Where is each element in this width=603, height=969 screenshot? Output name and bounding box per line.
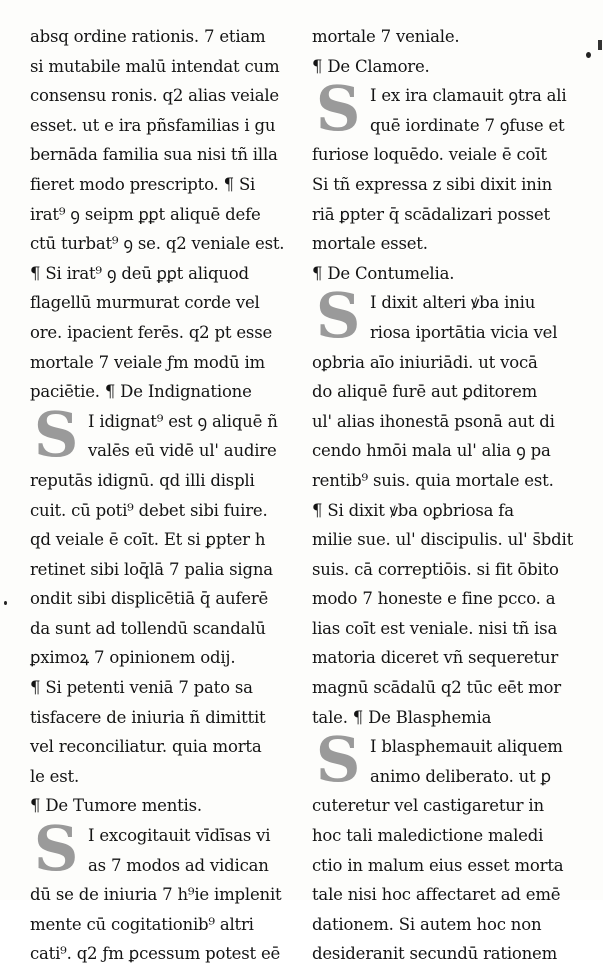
text-line [30,880,302,910]
line-text: ctū turbat⁹ ꝯ se. q2 veniale est. [30,234,285,254]
line-text: Si tñ expressa z sibi dixit inin [312,174,553,194]
line-text: furiose loquēdo. veiale ē coīt [312,145,547,165]
text-line [30,259,302,289]
line-text: oꝑbria aīo iniuriādi. ut vocā [312,352,538,372]
line-text: I blasphemauit aliquem [370,737,563,757]
line-text: desideranit secundū rationem [312,944,558,964]
line-text: riā ꝑpter q̄ scādalizari posset [312,204,550,224]
text-line [30,703,302,733]
line-text: ¶ De Contumelia. [312,263,455,283]
text-line [312,643,584,673]
text-line [30,555,302,585]
text-line [312,851,584,881]
line-text: qd veiale ē coīt. Et si ꝑpter h [30,530,266,550]
text-line [30,52,302,82]
line-text: retinet sibi loq̄lā 7 palia signa [30,559,273,579]
decorated-initial: S [315,72,361,146]
line-text: le est. [30,766,79,786]
line-text: ul' alias ihonestā psonā aut di [312,411,555,431]
text-line [30,910,302,940]
line-text: valēs eū vidē ul' audire [88,441,277,461]
text-line [30,200,302,230]
line-text: hoc tali maledictione maledi [312,826,544,846]
text-line [312,525,584,555]
line-text: ꝑximoꝝ 7 opinionem odij. [30,648,236,668]
decorated-initial: S [315,279,361,353]
text-line [312,436,584,466]
line-text: as 7 modos ad vidican [88,855,269,875]
line-text: ¶ Si dixit ꝟba oꝑbriosa fa [312,500,514,520]
line-text: lias coīt est veniale. nisi tñ isa [312,618,558,638]
text-line [30,584,302,614]
ink-speck [586,52,591,58]
line-text: I idignat⁹ est ꝯ aliquē ñ [88,411,278,431]
line-text: ¶ De Clamore. [312,56,430,76]
line-text: ¶ De Tumore mentis. [30,796,202,816]
page-edge-mark [598,40,602,50]
text-line [312,910,584,940]
text-line [312,673,584,703]
text-line [312,939,584,969]
text-line [30,614,302,644]
line-text: cuteretur vel castigaretur in [312,796,544,816]
text-line [30,288,302,318]
line-text: suis. cā correptiōis. si fit ōbito [312,559,559,579]
line-text: quē iordinate 7 ꝯfuse et [370,115,565,135]
line-text: milie sue. ul' discipulis. ul' s̄bdit [312,530,574,550]
line-text: dū se de iniuria 7 h⁹ie implenit [30,885,282,905]
line-text: tisfacere de iniuria ñ dimittit [30,707,266,727]
line-text: ¶ Si petenti veniā 7 pato sa [30,678,253,698]
line-text: tale nisi hoc affectaret ad emē [312,885,561,905]
text-line [30,762,302,792]
text-line [312,496,584,526]
text-line [30,111,302,141]
line-text: mortale 7 veniale. [312,27,460,46]
line-text: esset. ut e ira pñsfamilias i gu [30,115,276,135]
text-line [312,377,584,407]
text-line [30,81,302,111]
line-text: cati⁹. q2 ƒm ꝑcessum potest eē [30,944,281,964]
text-line [312,614,584,644]
text-line [312,407,584,437]
line-text: animo deliberato. ut ꝑ [370,766,551,786]
ink-speck [4,601,7,605]
decorated-initial: S [315,723,361,797]
line-text: bernāda familia sua nisi tñ illa [30,145,278,165]
line-text: ¶ Si irat⁹ ꝯ deū ꝑꝑt aliquod [30,263,249,283]
text-line [312,821,584,851]
text-line [30,791,302,821]
line-text: flagellū murmurat corde vel [30,293,260,313]
text-line [30,170,302,200]
text-line [312,22,584,52]
text-line [312,52,584,82]
text-line [30,140,302,170]
text-line [312,880,584,910]
text-line [30,229,302,259]
right-text-column [312,22,584,969]
text-line [30,673,302,703]
line-text: vel reconciliatur. quia morta [30,737,262,757]
line-text: mente cū cogitationib⁹ altri [30,914,254,934]
line-text: magnū scādalū q2 tūc eēt mor [312,678,561,698]
text-line [312,259,584,289]
text-line [312,229,584,259]
text-line [30,643,302,673]
line-text: ondit sibi displicētiā q̄ auferē [30,589,269,609]
line-text: dationem. Si autem hoc non [312,914,542,934]
text-line [312,348,584,378]
text-line [312,791,584,821]
line-text: modo 7 honeste e fine pcco. a [312,589,556,609]
decorated-initial: S [33,812,79,886]
line-text: reputās idignū. qd illi displi [30,470,255,490]
decorated-initial: S [33,397,79,471]
text-line [30,466,302,496]
line-text: I dixit alteri ꝟba iniu [370,293,536,313]
text-line [30,525,302,555]
line-text: mortale esset. [312,234,428,254]
text-line [30,22,302,52]
line-text: riosa iportātia vicia vel [370,322,558,342]
text-line [30,496,302,526]
line-text: ore. ipacient ferēs. q2 pt esse [30,322,273,342]
line-text: mortale 7 veiale ƒm modū im [30,352,265,372]
line-text: cendo hmōi mala ul' alia ꝯ pa [312,441,551,461]
text-line [312,140,584,170]
line-text: irat⁹ ꝯ seipm ꝑꝑt aliquē defe [30,204,261,224]
line-text: I ex ira clamauit ꝯtra ali [370,86,567,106]
line-text: paciētie. ¶ De Indignatione [30,382,252,402]
line-text: fieret modo prescripto. ¶ Si [30,174,256,194]
line-text: consensu ronis. q2 alias veiale [30,86,279,106]
line-text: si mutabile malū intendat cum [30,56,280,76]
line-text: da sunt ad tollendū scandalū [30,618,266,638]
text-line [30,377,302,407]
text-line [30,732,302,762]
line-text: do aliquē furē aut ꝑditorem [312,382,538,402]
text-line [312,703,584,733]
text-line [312,466,584,496]
line-text: matoria diceret vñ sequeretur [312,648,559,668]
text-line [30,318,302,348]
text-line [30,348,302,378]
text-line [312,170,584,200]
line-text: tale. ¶ De Blasphemia [312,707,492,727]
text-line [312,555,584,585]
text-line [30,939,302,969]
line-text: rentib⁹ suis. quia mortale est. [312,470,554,490]
left-text-column [30,22,302,969]
text-line [312,200,584,230]
line-text: ctio in malum eius esset morta [312,855,564,875]
text-line [312,584,584,614]
line-text: cuit. cū poti⁹ debet sibi fuire. [30,500,268,520]
line-text: absq ordine rationis. 7 etiam [30,27,266,46]
line-text: I excogitauit vīdīsas vi [88,826,271,846]
